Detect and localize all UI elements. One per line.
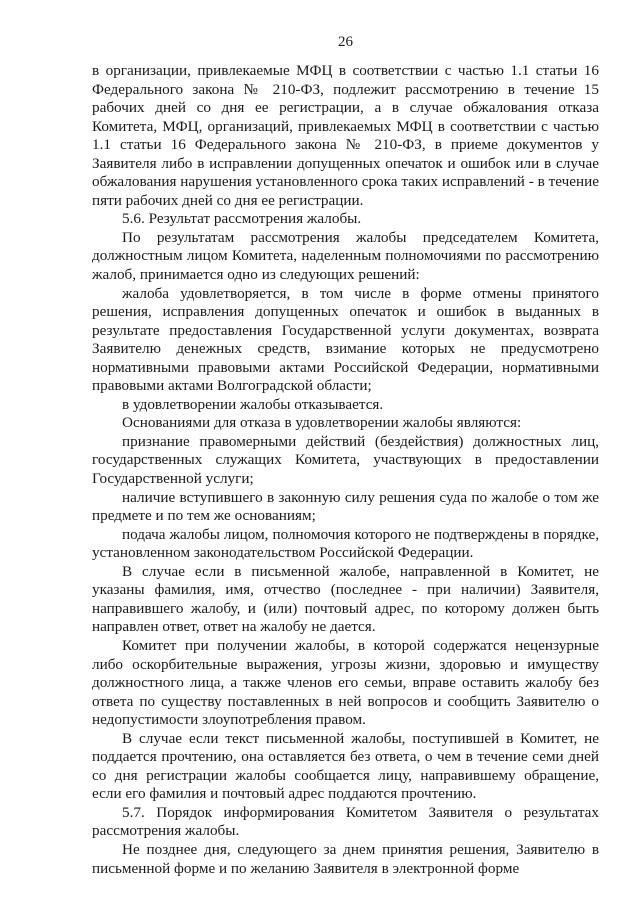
paragraph-offensive-language: Комитет при получении жалобы, в которой содержатся нецензурные либо оскорбительные выражения, угрозы жизни, здоровью и имуществу должностного лица, а также членов его семьи, вправе оставить жалобу без ответа по существу поставленных в ней вопросов и сообщить Заявителю о недопустимости злоупотребления правом.	[92, 636, 599, 729]
list-item-complaint-satisfied: жалоба удовлетворяется, в том числе в форме отмены принятого решения, исправления допущенных опечаток и ошибок в выданных в результате предоставления Государственной услуги документах, возврата Заявителю денежных средств, взимание которых не предусмотрено нормативными правовыми актами Российской Федерации, нормативными правовыми актами Волгоградской области;	[92, 284, 599, 395]
paragraph-notification-deadline: Не позднее дня, следующего за днем принятия решения, Заявителю в письменной форме и по желанию Заявителя в электронной форме	[92, 840, 599, 877]
section-heading-5-7: 5.7. Порядок информирования Комитетом Заявителя о результатах рассмотрения жалобы.	[92, 803, 599, 840]
list-item-ground-unconfirmed-authority: подача жалобы лицом, полномочия которого не подтверждены в порядке, установленном законодательством Российской Федерации.	[92, 525, 599, 562]
list-item-ground-lawful-actions: признание правомерными действий (бездействия) должностных лиц, государственных служащих Комитета, участвующих в предоставлении Государственной услуги;	[92, 432, 599, 488]
paragraph-illegible-text: В случае если текст письменной жалобы, поступившей в Комитет, не поддается прочтению, она оставляется без ответа, о чем в течение семи дней со дня регистрации жалобы сообщается лицу, направившему обращение, если его фамилия и почтовый адрес поддаются прочтению.	[92, 729, 599, 803]
paragraph-no-name-no-address: В случае если в письменной жалобе, направленной в Комитет, не указаны фамилия, имя, отчество (последнее - при наличии) Заявителя, направившего жалобу, и (или) почтовый адрес, по которому должен быть направлен ответ, ответ на жалобу не дается.	[92, 562, 599, 636]
paragraph-refusal-grounds-intro: Основаниями для отказа в удовлетворении жалобы являются:	[122, 414, 522, 432]
list-item-complaint-refused: в удовлетворении жалобы отказывается.	[122, 395, 384, 413]
list-item-ground-court-decision: наличие вступившего в законную силу решения суда по жалобе о том же предмете и по тем же основаниям;	[92, 488, 599, 525]
paragraph-decisions-intro: По результатам рассмотрения жалобы председателем Комитета, должностным лицом Комитета, наделенным полномочиями по рассмотрению жалоб, принимается одно из следующих решений:	[92, 228, 599, 284]
document-body	[92, 62, 599, 878]
section-heading-5-6: 5.6. Результат рассмотрения жалобы.	[122, 210, 362, 228]
page-number: 26	[338, 34, 353, 50]
paragraph-continuation: в организации, привлекаемые МФЦ в соответствии с частью 1.1 статьи 16 Федерального закона № 210-ФЗ, подлежит рассмотрению в течение 15 рабочих дней со дня ее регистрации, а в случае обжалования отказа Комитета, МФЦ, организаций, привлекаемых МФЦ в соответствии с частью 1.1 статьи 16 Федерального закона № 210-ФЗ, в приеме документов у Заявителя либо в исправлении допущенных опечаток и ошибок или в случае обжалования нарушения установленного срока таких исправлений - в течение пяти рабочих дней со дня ее регистрации.	[92, 62, 599, 209]
